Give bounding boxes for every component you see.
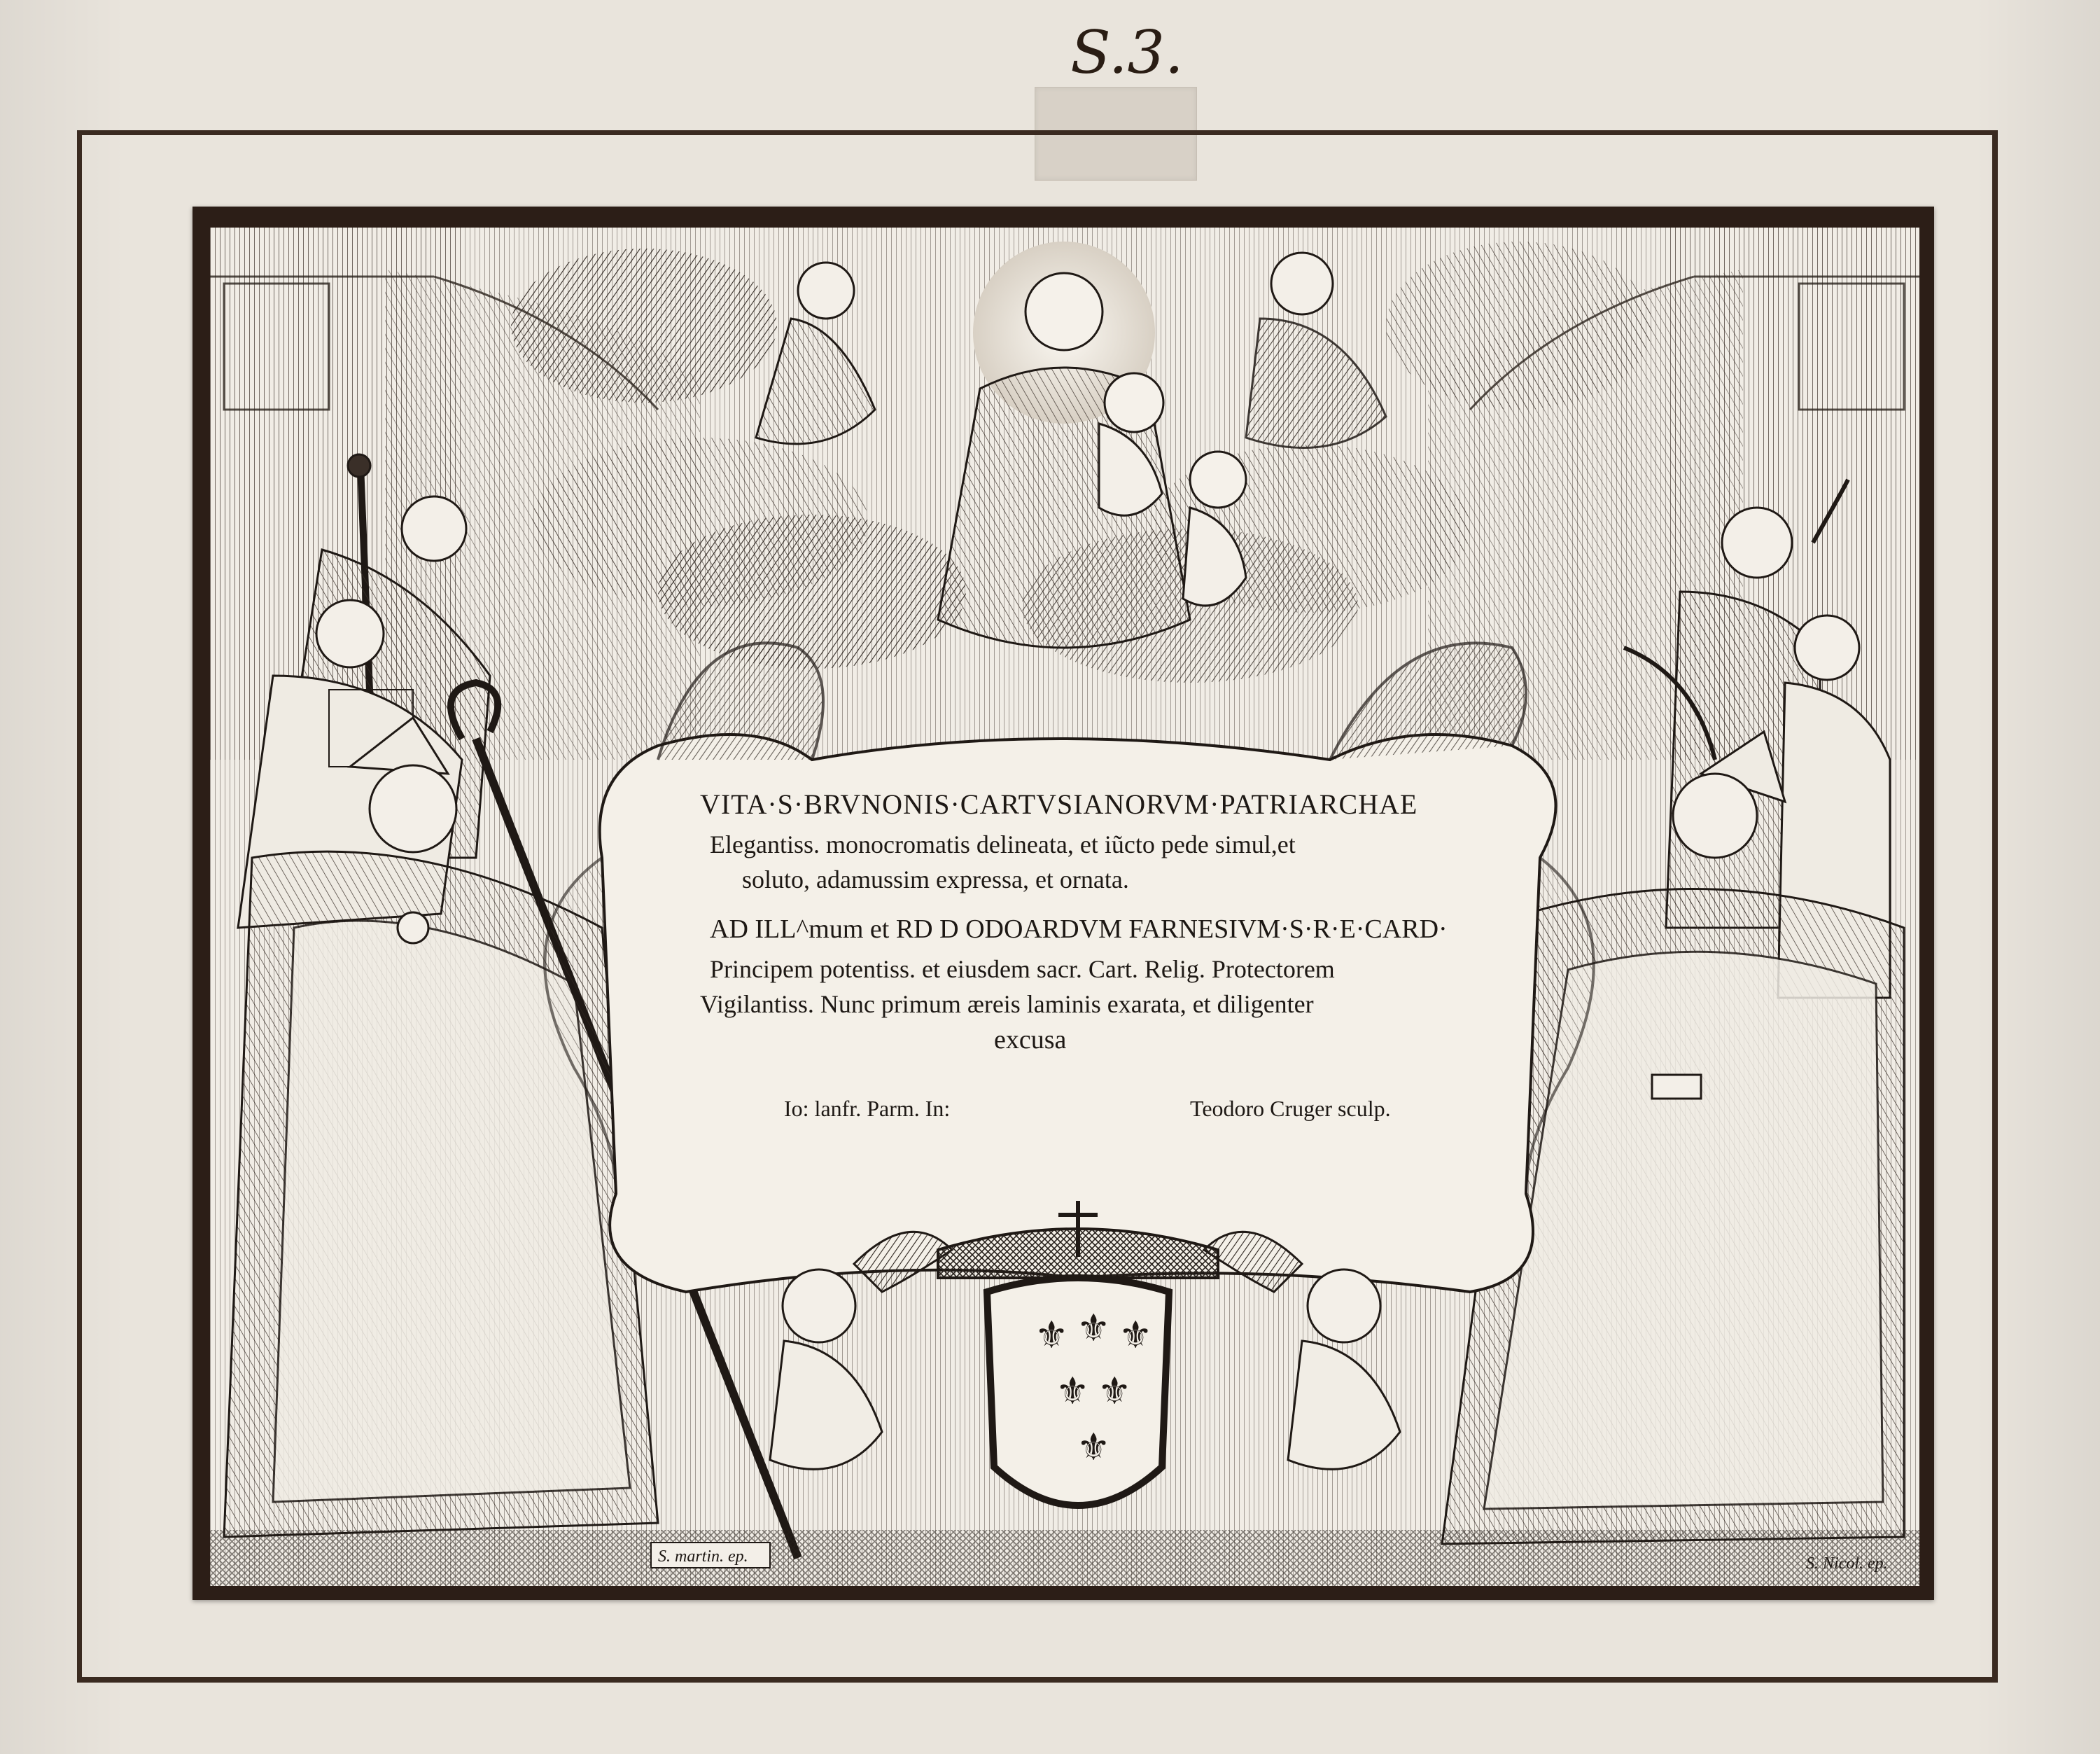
svg-text:⚜: ⚜ — [1077, 1306, 1111, 1350]
engraving-title: VITA·S·BRVNONIS·CARTVSIANORVM·PATRIARCHAE — [700, 788, 1418, 820]
inscription-line-4: Principem potentiss. et eiusdem sacr. Cart. Relig. Protectorem — [710, 955, 1335, 983]
cartouche-inscription — [672, 788, 1477, 1180]
inscription-line-1: Elegantiss. monocromatis delineata, et iũcto pede simul,et — [710, 830, 1296, 858]
svg-text:⚜: ⚜ — [1056, 1369, 1090, 1413]
inscription-line-3: AD ILL^mum et RD D ODOARDVM FARNESIVM·S·R·E·CARD· — [710, 914, 1448, 944]
svg-text:⚜: ⚜ — [1077, 1425, 1111, 1469]
svg-text:⚜: ⚜ — [1098, 1369, 1132, 1413]
inscription-line-6: excusa — [994, 1025, 1067, 1055]
inscription-line-2: soluto, adamussim expressa, et ornata. — [742, 865, 1129, 893]
page-label: S.3. — [1070, 18, 1184, 87]
inscription-line-5: Vigilantiss. Nunc primum æreis laminis exarata, et diligenter — [700, 990, 1314, 1018]
engraver-credit: Teodoro Cruger sculp. — [1190, 1096, 1391, 1121]
ground-plane — [210, 1530, 1919, 1586]
saint-left-label: S. martin. ep. — [658, 1547, 748, 1566]
svg-text:⚜: ⚜ — [1119, 1313, 1153, 1357]
inventor-credit: Io: lanfr. Parm. In: — [784, 1096, 951, 1121]
saint-right-label: S. Nicol. ep. — [1806, 1554, 1888, 1573]
svg-text:⚜: ⚜ — [1035, 1313, 1069, 1357]
engraving-print — [210, 228, 1919, 1586]
